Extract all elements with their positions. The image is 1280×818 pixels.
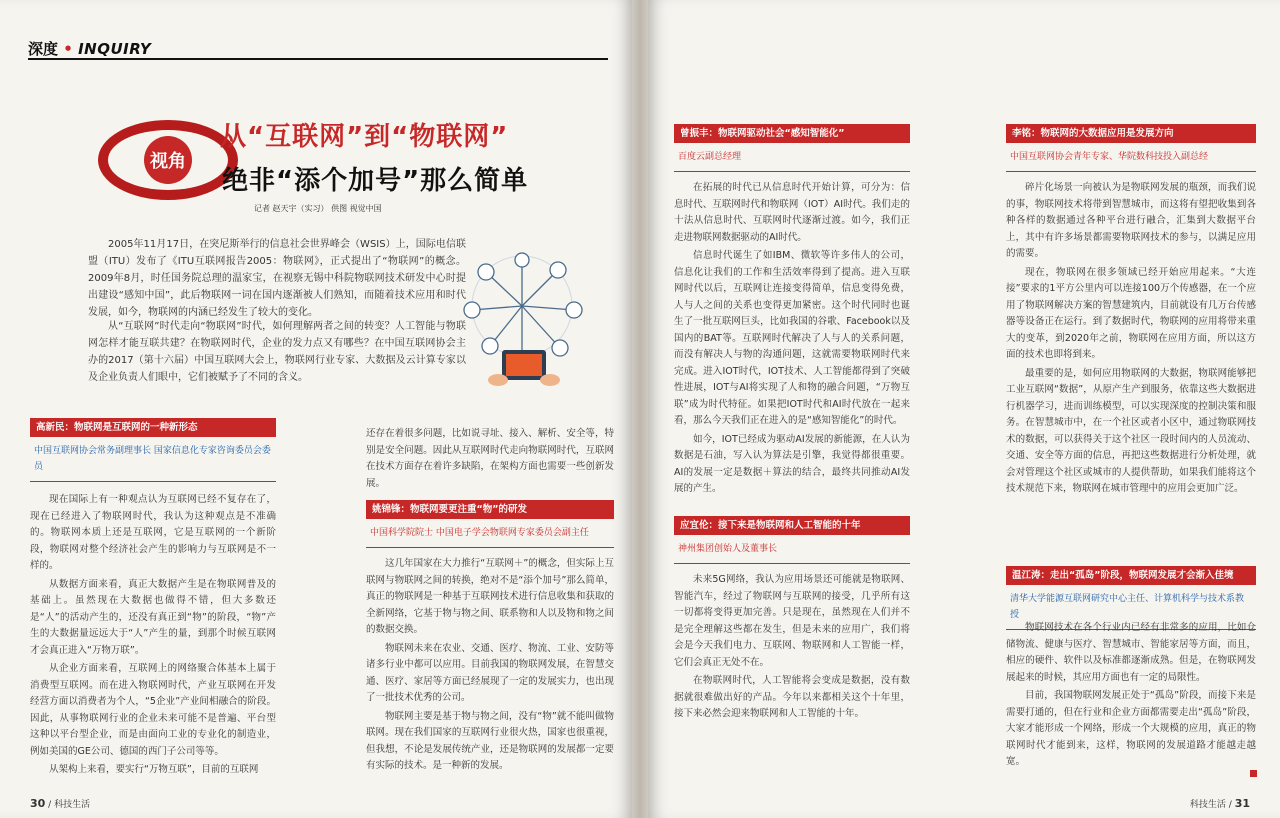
right-folio: 科技生活 / 31 [1189,797,1250,810]
speaker-box-li [1006,124,1256,172]
article-title-line2: 绝非“添个加号”那么简单 [222,166,529,196]
intro-para-1: 2005年11月17日，在突尼斯举行的信息社会世界峰会（WSIS）上，国际电信联盟（ITU）发布了《ITU互联网报告2005：物联网》，正式提出了“物联网”的概念。2009年8月，时任国务院总理的温家宝，在视察无锡中科院物联网技术研发中心时提出建设“感知中国”，此后物联网一词在国内逐渐被人们熟知，而随着技术应用和时代发展，如今，物联网的内涵已经发生了较大的变化。 [88,239,466,318]
speaker-title: 中国互联网协会青年专家、华院数科技投入副总经 [1006,143,1256,172]
column-b: 还存在着很多问题，比如说寻址、接入、解析、安全等，特别是安全问题。因此从互联网时代走向物联网时代，互联网在技术方面存在着许多缺陷，在架构方面也需要一些创新发展。 [366,428,614,489]
speaker-title: 中国科学院院士 中国电子学会物联网专家委员会副主任 [366,519,614,548]
speaker-header: 高新民：物联网是互联网的一种新形态 [30,418,276,437]
end-mark-icon [1250,770,1257,777]
speaker-box-ying [674,516,910,564]
speaker-header: 曾振丰：物联网驱动社会“感知智能化” [674,124,910,143]
speaker-title: 清华大学能源互联网研究中心主任、计算机科学与技术系教授 [1006,585,1256,630]
column-e: 未来5G网络，我认为应用场景还可能就是物联网、智能汽车，经过了物联网与互联网的接受，几乎所有这一切都将变得更加完善。只是现在，虽然现在人们并不是完全理解这些都在发生，但是未来的应用广，我们将会是今天我们电力、互联网、物联网和人工智能一样，它们会真正无处不在。 在物联网时代，人工智能将会变成是数据，没有数据就很难做出好的产品。今年以来都相关这个十年里，接下来必然会迎来物联网和人工智能的十年。 [674,574,910,719]
column-a: 现在国际上有一种观点认为互联网已经不复存在了，现在已经进入了物联网时代，我认为这种观点是不准确的。物联网本质上还是互联网，它是互联网的一个新阶段，物联网对整个经济社会产生的影响力与互联网是不一样的。 从数据方面来看，真正大数据产生是在物联网普及的基础上。虽然现在大数据也做得不错，但大多数还是“人”的活动产生的，还没有真正到“物”的阶段，“物”产生的大数据量远远大于“人”产生的量，到那个时候互联网才会真正进入“万物万联”。 从企业方面来看，互联网上的网络聚合体基本上属于消费型互联网。而在进入物联网时代，产业互联网在开发经营方面以消费者为个人，“5企业”产业间相融合的阶段。因此，从事物联网行业的企业未来可能不是普遍、平台型这种以平台型企业，而是由面向工业的专业化的制造业，例如美国的GE公司、德国的西门子公司等等。 从架构上来看，要实行“万物互联”，目前的互联网 [30,494,276,775]
badge-text: 视角 [144,136,192,184]
column-c: 这几年国家在大力推行“互联网＋”的概念，但实际上互联网与物联网之间的转换，绝对不是“添个加号”那么简单，真正的物联网是一种基于互联网技术进行信息收集和获取的全新网络，它基于物与物之间、联系物和人以及物和物之间的数据交换。 物联网未来在农业、交通、医疗、物流、工业、安防等诸多行业中都可以应用。目前我国的物联网发展，在智慧交通、医疗、家居等方面已经展现了一定的发展实力，也出现了一批技术优秀的公司。 物联网主要是基于物与物之间，没有“物”就不能叫做物联网。现在我们国家的互联网行业很火热，国家也很重视，但我想，不论是发展传统产业，还是物联网的发展都一定要有实际的技术。是一种新的发展。 [366,558,614,771]
iot-network-illustration [456,250,632,400]
gutter [632,0,648,818]
speaker-title: 百度云副总经理 [674,143,910,172]
column-g: 物联网技术在各个行业内已经有非常多的应用，比如仓储物流、健康与医疗、智慧城市、智能家居等方面，而且，相应的硬件、软件以及标准都逐渐成熟。但是，在物联网发展起来的时候，其应用方面也有一定的局限性。 目前，我国物联网发展正处于“孤岛”阶段，而接下来是需要打通的，但在行业和企业方面都需要走出“孤岛”阶段，大家才能形成一个网络，形成一个大规模的应用，真正的物联网时代才能到来，这样，物联网的发展道路才能越走越宽。 [1006,622,1256,767]
speaker-header: 李铭：物联网的大数据应用是发展方向 [1006,124,1256,143]
section-en: INQUIRY [78,40,152,58]
section-cn: 深度 [28,40,59,58]
left-folio: 30 / 科技生活 [30,797,91,810]
speaker-header: 温江涛：走出“孤岛”阶段，物联网发展才会渐入佳境 [1006,566,1256,585]
column-f: 碎片化场景一向被认为是物联网发展的瓶颈，而我们说的事，物联网技术将带到智慧城市，而这将有望把收集到各种各样的数据通过各种平台进行融合，汇集到大数据平台上，其中有许多场景都需要物联网技术的参与，以满足应用的需要。 现在，物联网在很多领域已经开始应用起来。“大连接”要求的1平方公里内可以连接100万个传感器，在一个应用了物联网解决方案的智慧建筑内，目前就设有几万台传感器等设备正在运行。到了数据时代，物联网的应用将带来重大的变革，到2020年之前，物联网在应用方面，所以这方面的技术也即将到来。 最重要的是，如何应用物联网的大数据，物联网能够把工业互联网“数据”，从原产生产到服务，依靠这些大数据进行机器学习，进而训练模型，可以实现深度的控制决策和服务。在智慧城市中，在一个社区或者小区中，通过物联网技术的数据，可以获得关于这个社区一段时间内的人员流动、交通、安全等方面的信息，再把这些数据进行分析处理，就会对管理这个社区或城市的人提供帮助，如果我们能将这个技术规范下来，物联网在城市管理中的应用会更加广泛。 [1006,182,1256,494]
left-page [0,0,632,818]
speaker-box-gao [30,418,276,482]
eye-badge-icon [98,120,238,200]
speaker-header: 姚锦锋：物联网要更注重“物”的研发 [366,500,614,519]
byline: 记者 赵天宇（实习） 供图 视觉中国 [254,204,382,213]
speaker-title: 中国互联网协会常务副理事长 国家信息化专家咨询委员会委员 [30,437,276,482]
speaker-box-yao [366,500,614,548]
section-rule [28,58,608,60]
article-title-line1: 从“互联网”到“物联网” [220,122,509,152]
intro-para-2: 从“互联网”时代走向“物联网”时代，如何理解两者之间的转变？人工智能与物联网怎样才能互联共建？在物联网时代，企业的发力点又有哪些？在中国互联网协会主办的2017（第十六届）中国互联网大会上，物联网行业专家、大数据及云计算专家以及企业负责人们眼中，它们被赋予了不同的含义。 [88,321,466,383]
column-d: 在拓展的时代已从信息时代开始计算，可分为：信息时代、互联网时代和物联网（IOT）AI时代。我们走的十法从信息时代、互联网时代逐渐过渡。如今，我们正走进物联网数据驱动的AI时代。 信息时代诞生了如IBM、微软等许多伟人的公司，信息化让我们的工作和生活效率得到了提高。进入互联网时代以后，互联网让连接变得简单，信息变得免费，人与人之间的关系也变得更加紧密。这个时代同时也诞生了一批互联网巨头，比如我国的谷歌、Facebook以及国内的BAT等。互联网时代解决了人与人的关系问题，而没有解决人与物的沟通问题，这就需要物联网时代来完成。进入IOT时代，IOT技术、人工智能都得到了突破性进展，IOT与AI将实现了人和物的融合问题，“万物互联”成为时代特征。如果把IOT时代和AI时代放在一起来看，那么今天我们正在进入的是“感知智能化”的时代。 如今，IOT已经成为驱动AI发展的新能源，在人认为数据是石油，写入认为算法是引擎，我觉得都很重要。AI的发展一定是数据＋算法的结合，最终共同推动AI发展的产生。 [674,182,910,494]
speaker-box-zeng [674,124,910,172]
section-header: 深度 • INQUIRY [28,40,152,58]
speaker-title: 神州集团创始人及董事长 [674,535,910,564]
right-page [648,0,1280,818]
speaker-header: 应宜伦：接下来是物联网和人工智能的十年 [674,516,910,535]
